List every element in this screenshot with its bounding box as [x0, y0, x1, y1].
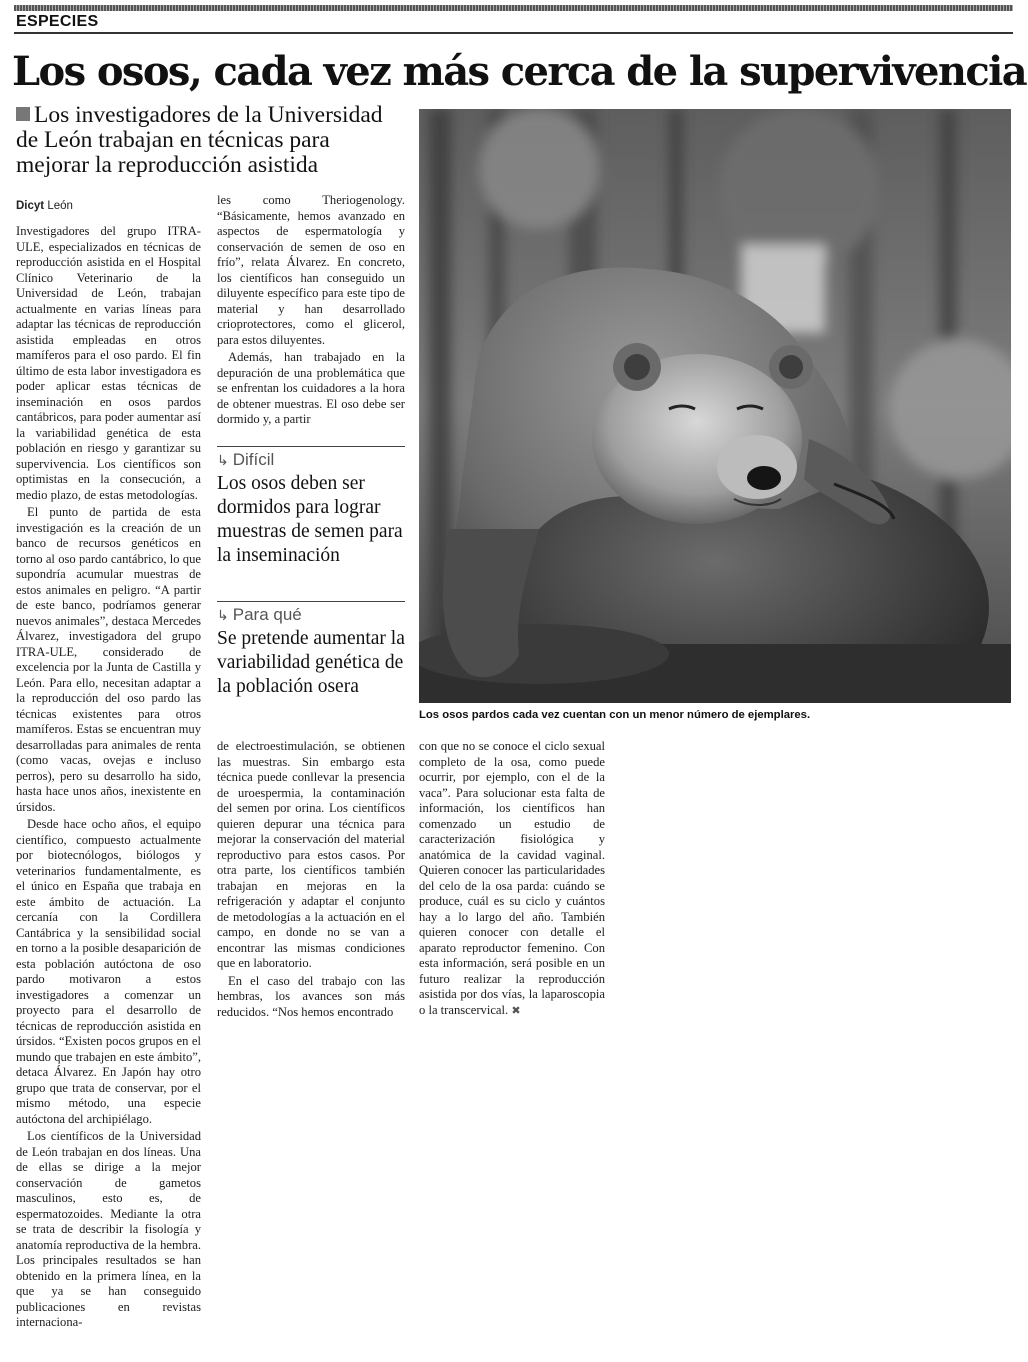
square-bullet-icon: [16, 107, 30, 121]
paragraph: Investigadores del grupo ITRA-ULE, especializados en técnicas de reproducción asistida en el Hospital Clínico Veterinario de la Universidad de León, trabajan actualmente en varias líneas para adaptar las técnicas de reproducción asistida empleadas en otros mamíferos para el oso pardo. El fin último de esta labor investigadora es poder aplicar estas técnicas de inseminación en osos pardos cantábricos, para poder aumentar así la variabilidad genética de esta población en riesgo y garantizar su supervivencia. Los científicos son optimistas en la consecución, a medio plazo, de estas metodologías.: [16, 224, 201, 502]
arrow-return-icon: ↳: [217, 607, 229, 623]
paragraph: Además, han trabajado en la depuración de una problemática que se enfrentan los cuidadores a la hora de obtener muestras. El oso debe ser dormido y, a partir: [217, 350, 405, 426]
article-column-3: [419, 739, 605, 1019]
pullquote-box: [217, 601, 405, 699]
bear-photo: [419, 109, 1011, 703]
article-column-2-top: [217, 193, 405, 428]
pullquote-box: [217, 446, 405, 568]
pullquote-text: Los osos deben ser dormidos para lograr muestras de semen para la inseminación: [217, 473, 403, 566]
paragraph: Los científicos de la Universidad de León trabajan en dos líneas. Una de ellas se dirige a la mejor conservación de gametos masculinos, esto es, de espermatozoides. Mediante la otra se trata de describir la fisología y anatomía reproductiva de la hembra. Los principales resultados se han obtenido en la primera línea, en la que ya se han conseguido publicaciones en revistas internaciona-: [16, 1129, 201, 1329]
arrow-return-icon: ↳: [217, 452, 229, 468]
article-column-1: [16, 224, 201, 1331]
paragraph: les como Theriogenology. “Básicamente, hemos avanzado en aspectos de espermatología y conservación de semen de oso en frío”, relata Álvarez. En concreto, los científicos han conseguido un diluyente específico para este tipo de material y han desarrollado crioprotectores, como el glicerol, para estos diluyentes.: [217, 193, 405, 347]
pullquote-text: Se pretende aumentar la variabilidad genética de la población osera: [217, 628, 405, 697]
paragraph: En el caso del trabajo con las hembras, los avances son más reducidos. “Nos hemos encontrado: [217, 973, 405, 1019]
paragraph: El punto de partida de esta investigación es la creación de un banco de recursos genéticos en torno al oso pardo cantábrico, lo que supondría acumular muestras de estos animales en peligro. “A partir de este banco, podríamos generar nuevos animales”, destaca Mercedes Álvarez, investigadora del grupo ITRA-ULE, considerado de excelencia por la Junta de Castilla y León. Para ello, necesitan adaptar a la reproducción del oso pardo las técnicas existentes para otros mamíferos. Estas se encuentran muy desarrolladas para animales de renta (como vacas, ovejas e incluso perros), pero su desarrollo ha sido, hasta hace unos años, inexistente en úrsidos.: [16, 505, 201, 814]
end-mark-icon: ✖: [511, 1004, 521, 1017]
photo-caption: Los osos pardos cada vez cuentan con un menor número de ejemplares.: [419, 709, 811, 721]
byline-location: León: [47, 200, 73, 212]
byline: [16, 200, 73, 212]
section-divider: [14, 32, 1013, 34]
pullquote-kicker: ↳ Para qué: [217, 605, 302, 624]
top-rule-band: [14, 5, 1013, 11]
section-label: ESPECIES: [16, 13, 99, 30]
paragraph: Desde hace ocho años, el equipo científico, compuesto actualmente por biotecnólogos, biólogos y veterinarios fundamentalmente, es el único en España que trabaja en este ámbito de actuación. La cercanía con la Cordillera Cantábrica y la sensibilidad social en torno a la posible desaparición de esta población autóctona de oso pardo motivaron a estos investigadores a comenzar un proyecto para el desarrollo de técnicas de reproducción asistida en úrsidos. “Existen pocos grupos en el mundo que trabajen en este ámbito”, detaca Álvarez. En Japón hay otro grupo que trata de conservar, por el mismo método, una especie autóctona del archipiélago.: [16, 817, 201, 1126]
paragraph: de electroestimulación, se obtienen las muestras. Sin embargo esta técnica puede conllevar la presencia de uroespermia, la contaminación del semen por orina. Los científicos quieren depurar una técnica para mejorar la conservación del material reproductivo para estos casos. Por otra parte, los científicos también trabajan en mejoras en la refrigeración y adaptar el conjunto de metodologías a la actuación en el campo, en donde no se van a encontrar las mismas condiciones que en laboratorio.: [217, 739, 405, 970]
paragraph: con que no se conoce el ciclo sexual completo de la osa, como puede ocurrir, por ejemplo, con el de la vaca”. Para solucionar esta falta de información, los científicos han comenzado un estudio de caracterización fisiológica y anatómica de la cavidad vaginal. Quieren conocer las particularidades del celo de la osa parda: cuándo se produce, cuál es su ciclo y cuántos hay a lo largo del año. También quieren conocer con detalle el aparato reproductor femenino. Con esta información, será posible en un futuro realizar la reproducción asistida por dos vías, la laparoscopia o la transcervical. ✖: [419, 739, 605, 1017]
deck-text: Los investigadores de la Universidad de León trabajan en técnicas para mejorar la reproducción asistida: [16, 102, 383, 178]
bear-icon: [419, 109, 1011, 703]
pullquote-kicker: ↳ Difícil: [217, 450, 275, 469]
article-column-2-bottom: [217, 739, 405, 1020]
deck: [16, 103, 408, 178]
byline-author: Dicyt: [16, 200, 45, 212]
headline: Los osos, cada vez más cerca de la supervivencia: [12, 48, 1027, 95]
